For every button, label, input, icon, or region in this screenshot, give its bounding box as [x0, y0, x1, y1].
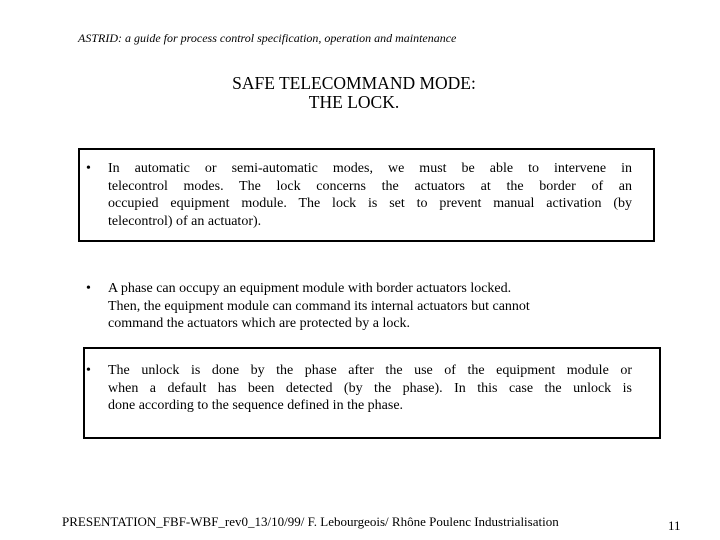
page-number: 11 — [668, 518, 681, 533]
bullet-2-line-3: command the actuators which are protected by a lock. — [108, 316, 411, 331]
footer-text: PRESENTATION_FBF-WBF_rev0_13/10/99/ F. Lebourgeois/ Rhône Poulenc Industrialisation — [62, 514, 559, 529]
bullet-3-line-3: done according to the sequence defined in the phase. — [108, 398, 404, 413]
bullet-1-text — [108, 160, 632, 230]
bullet-marker: • — [86, 363, 91, 378]
bullet-2-text — [108, 280, 628, 333]
bullet-marker: • — [86, 161, 91, 176]
bullet-2-line-1: A phase can occupy an equipment module with border actuators locked. — [108, 281, 512, 296]
bullet-2-line-2: Then, the equipment module can command its internal actuators but cannot — [108, 298, 530, 314]
bullet-1-line-4: telecontrol) of an actuator). — [108, 213, 262, 229]
bullet-marker: • — [86, 281, 91, 296]
page-title — [0, 74, 708, 112]
document-header: ASTRID: a guide for process control specification, operation and maintenance — [78, 31, 457, 45]
title-line-1: SAFE TELECOMMAND MODE: — [232, 73, 476, 93]
title-line-2: THE LOCK. — [308, 92, 400, 112]
bullet-3-text — [108, 362, 632, 415]
bullet-3-line-1: The unlock is done by the phase after the use of the equipment module or — [108, 363, 632, 378]
bullet-3-line-2: when a default has been detected (by the phase). In this case the unlock is — [108, 380, 632, 396]
bullet-1-line-3: occupied equipment module. The lock is set to prevent manual activation (by — [108, 196, 632, 211]
bullet-1-line-1: In automatic or semi-automatic modes, we must be able to intervene in — [108, 161, 632, 176]
bullet-1-line-2: telecontrol modes. The lock concerns the actuators at the border of an — [108, 178, 632, 194]
